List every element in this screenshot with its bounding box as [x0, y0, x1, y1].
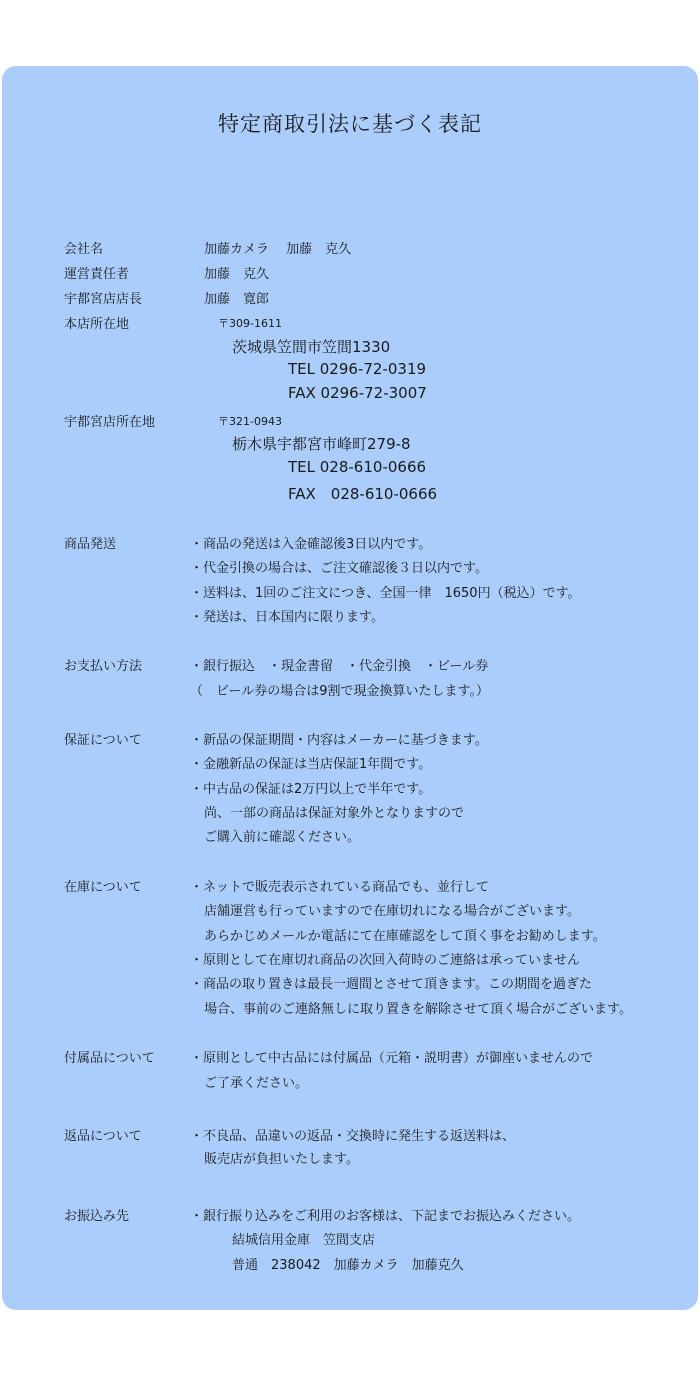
utsunomiya-office-address: 栃木県宇都宮市峰町279-8: [232, 435, 411, 453]
stock-line: ・商品の取り置きは最長一週間とさせて頂きます。この期間を過ぎた: [190, 977, 592, 992]
stock-line: 場合、事前のご連絡無しに取り置きを解除させて頂く場合がございます。: [204, 1002, 632, 1017]
warranty-line: ご購入前に確認ください。: [204, 830, 361, 845]
shipping-line: ・代金引換の場合は、ご注文確認後３日以内です。: [190, 561, 488, 576]
returns-line: 販売店が負担いたします。: [204, 1152, 359, 1167]
bank-line: ・銀行振り込みをご利用のお客様は、下記までお振込みください。: [190, 1209, 581, 1224]
stock-line: ・ネットで販売表示されている商品でも、並行して: [190, 880, 490, 895]
accessories-line: ご了承ください。: [204, 1076, 309, 1091]
shipping-line: ・発送は、日本国内に限ります。: [190, 610, 384, 625]
utsunomiya-office-tel: TEL 028-610-0666: [288, 458, 427, 476]
stock-line: ・原則として在庫切れ商品の次回入荷時のご連絡は承っていません: [190, 953, 581, 968]
head-office-fax: FAX 0296-72-3007: [288, 384, 427, 402]
utsunomiya-manager-value: 加藤 寛郎: [204, 292, 270, 307]
bank-account: 普通 238042 加藤カメラ 加藤克久: [232, 1258, 464, 1273]
head-office-postal: 〒309-1611: [218, 317, 282, 330]
payment-line: （ ビール券の場合は9割で現金換算いたします。）: [190, 684, 489, 699]
manager-value: 加藤 克久: [204, 267, 270, 282]
utsunomiya-office-label: 宇都宮店所在地: [64, 415, 156, 430]
manager-label: 運営責任者: [64, 267, 130, 282]
accessories-line: ・原則として中古品には付属品（元箱・説明書）が御座いませんので: [190, 1051, 594, 1066]
company-value: 加藤カメラ 加藤 克久: [204, 242, 352, 257]
payment-line: ・銀行振込 ・現金書留 ・代金引換 ・ビール券: [190, 659, 489, 674]
stock-label: 在庫について: [64, 880, 142, 895]
utsunomiya-manager-label: 宇都宮店店長: [64, 292, 143, 307]
bank-branch: 結城信用金庫 笠間支店: [232, 1233, 376, 1248]
head-office-address: 茨城県笠間市笠間1330: [232, 338, 391, 356]
shipping-line: ・送料は、1回のご注文につき、全国一律 1650円（税込）です。: [190, 586, 581, 601]
returns-line: ・不良品、品違いの返品・交換時に発生する返送料は、: [190, 1129, 516, 1144]
warranty-label: 保証について: [64, 733, 142, 748]
bank-label: お振込み先: [64, 1209, 130, 1224]
warranty-line: ・中古品の保証は2万円以上で半年です。: [190, 782, 432, 797]
warranty-line: 尚、一部の商品は保証対象外となりますので: [204, 806, 465, 821]
shipping-label: 商品発送: [64, 537, 117, 552]
accessories-label: 付属品について: [64, 1051, 155, 1066]
stock-line: 店舗運営も行っていますので在庫切れになる場合がございます。: [204, 904, 580, 919]
company-label: 会社名: [64, 242, 104, 257]
head-office-label: 本店所在地: [64, 317, 130, 332]
head-office-tel: TEL 0296-72-0319: [288, 360, 427, 378]
utsunomiya-office-postal: 〒321-0943: [218, 415, 282, 428]
returns-label: 返品について: [64, 1129, 142, 1144]
stock-line: あらかじめメールか電話にて在庫確認をして頂く事をお勧めします。: [204, 929, 606, 944]
utsunomiya-office-fax: FAX 028-610-0666: [288, 485, 438, 503]
warranty-line: ・新品の保証期間・内容はメーカーに基づきます。: [190, 733, 488, 748]
page-title: 特定商取引法に基づく表記: [218, 112, 482, 136]
warranty-line: ・金融新品の保証は当店保証1年間です。: [190, 757, 432, 772]
shipping-line: ・商品の発送は入金確認後3日以内です。: [190, 537, 432, 552]
payment-label: お支払い方法: [64, 659, 143, 674]
